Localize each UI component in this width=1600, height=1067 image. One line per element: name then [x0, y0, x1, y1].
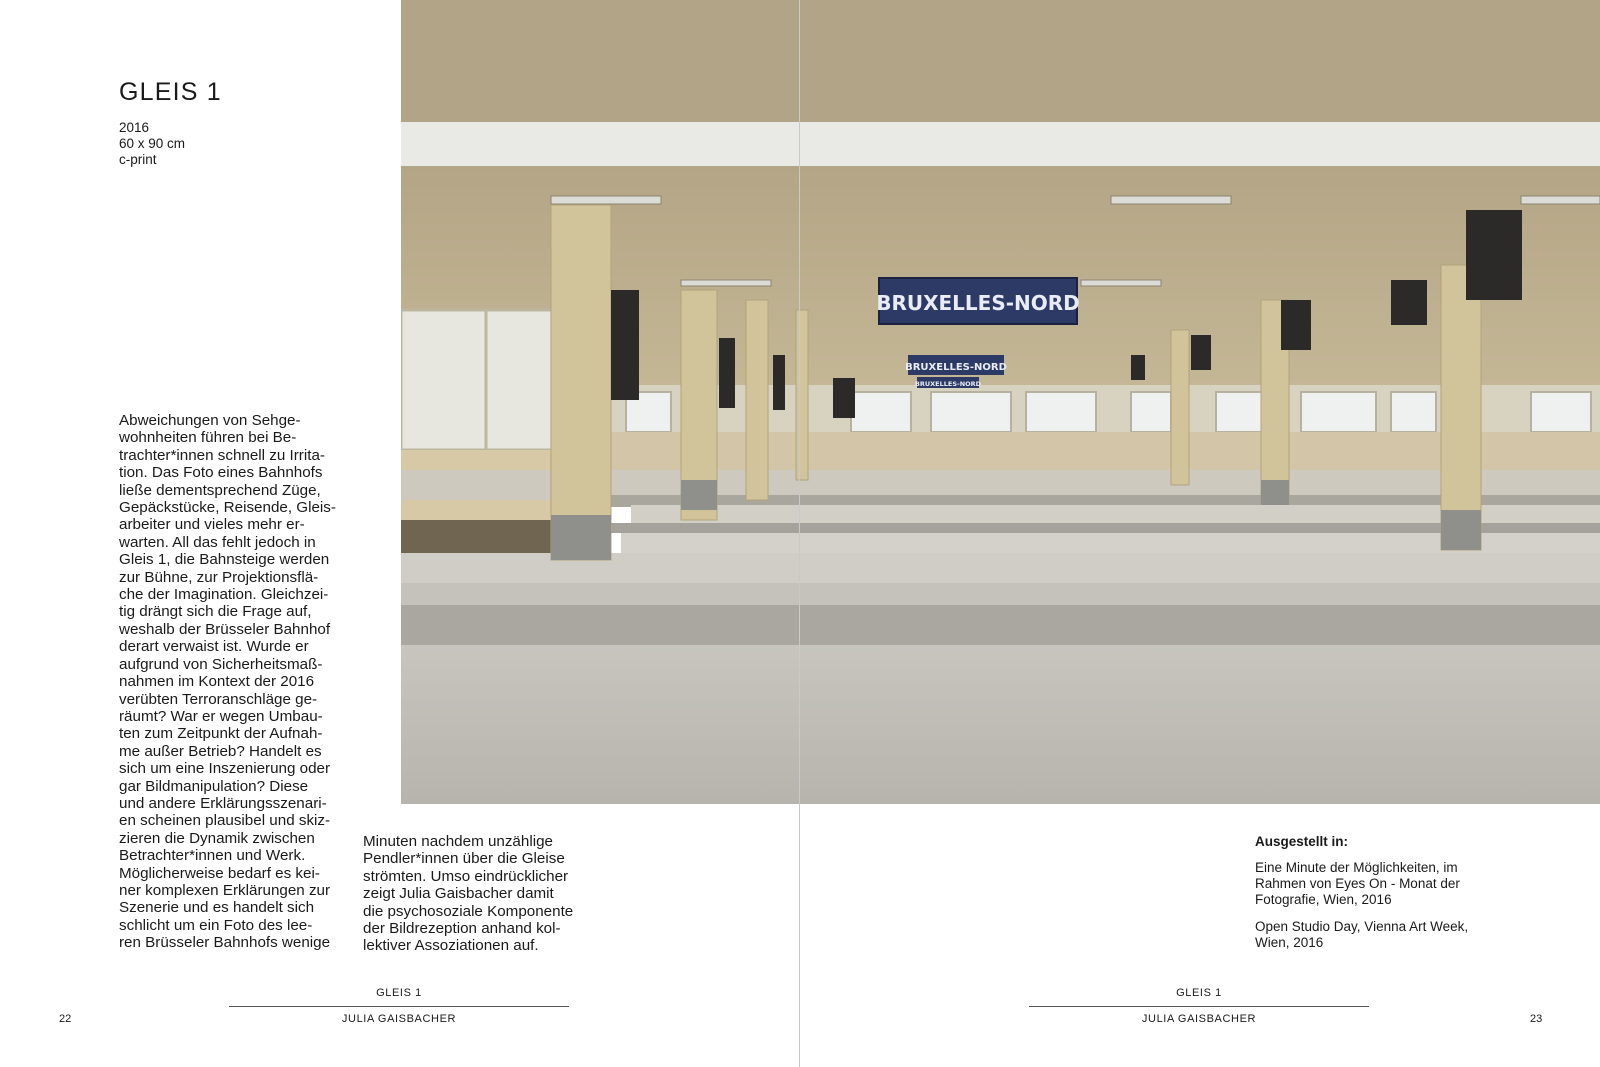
artwork-metadata	[119, 120, 185, 168]
footer-rule-left	[229, 1006, 569, 1007]
running-author-right: JULIA GAISBACHER	[1141, 1013, 1257, 1025]
page-number-right: 23	[1530, 1013, 1543, 1025]
page-number-left: 22	[59, 1013, 72, 1025]
artwork-medium: c-print	[119, 152, 157, 167]
running-title-left: GLEIS 1	[376, 987, 422, 999]
exhibition-list	[1255, 834, 1495, 962]
body-text-column-2: Minuten nachdem unzählige Pendler*innen über die Gleise strömten. Umso eindrücklicher zeigt Julia Gaisbacher damit die psychosoziale Komponente der Bildrezeption anhand kol- lektiver Assoziationen auf.	[363, 833, 574, 955]
artwork-title: GLEIS 1	[119, 78, 222, 106]
exhibition-heading: Ausgestellt in:	[1255, 834, 1349, 849]
svg-text:BRUXELLES-NORD: BRUXELLES-NORD	[876, 291, 1080, 315]
body-text-column-1: Abweichungen von Sehge- wohnheiten führen bei Be- trachter*innen schnell zu Irrita- tion. Das Foto eines Bahnhofs ließe dementsprechend Züge, Gepäckstücke, Reisende, Gleis- arbeiter und vieles mehr er- warten. All das fehlt jedoch in Gleis 1, die Bahnsteige werden zur Bühne, zur Projektionsflä- che der Imagination. Gleichzei- tig drängt sich die Frage auf, weshalb der Brüsseler Bahnhof derart verwaist ist. Wurde er aufgrund von Sicherheitsmaß- nahmen im Kontext der 2016 verübten Terroranschläge ge- räumt? War er wegen Umbau- ten zum Zeitpunkt der Aufnah- me außer Betrieb? Handelt es sich um eine Inszenierung oder gar Bildmanipulation? Diese und andere Erklärungsszenari- en scheinen plausibel und skiz- zieren die Dynamik zwischen Betrachter*innen und Werk. Möglicherweise bedarf es kei- ner komplexen Erklärungen zur Szenerie und es handelt sich schlicht um ein Foto des lee- ren Brüsseler Bahnhofs wenige	[119, 412, 336, 952]
running-title-right: GLEIS 1	[1176, 987, 1222, 999]
artwork-size: 60 x 90 cm	[119, 136, 186, 151]
svg-text:BRUXELLES-NORD: BRUXELLES-NORD	[914, 380, 982, 388]
running-author-left: JULIA GAISBACHER	[341, 1013, 457, 1025]
svg-text:BRUXELLES-NORD: BRUXELLES-NORD	[905, 362, 1007, 373]
footer-rule-right	[1029, 1006, 1369, 1007]
artwork-year: 2016	[119, 120, 150, 135]
exhibition-item: Open Studio Day, Vienna Art Week, Wien, 2016	[1255, 919, 1469, 950]
exhibition-item: Eine Minute der Möglichkeiten, im Rahmen von Eyes On - Monat der Fotografie, Wien, 2016	[1255, 860, 1460, 907]
